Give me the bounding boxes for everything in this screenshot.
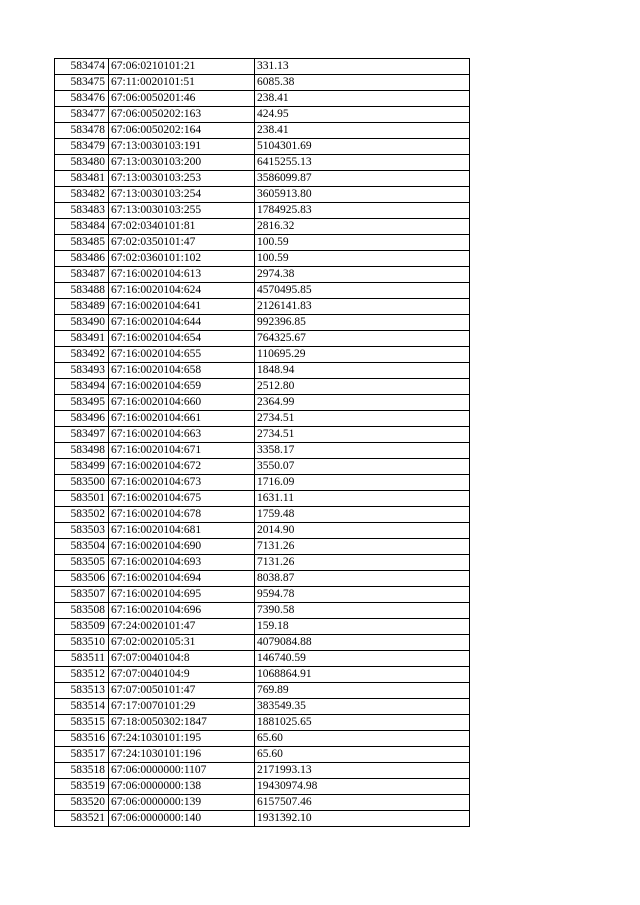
cadastral-number-cell: 67:16:0020104:660 (109, 395, 255, 411)
row-number-cell: 583501 (55, 491, 109, 507)
table-row (55, 59, 470, 75)
value-cell: 3358.17 (255, 443, 470, 459)
value-cell: 7390.58 (255, 603, 470, 619)
value-cell: 3586099.87 (255, 171, 470, 187)
row-number-cell: 583494 (55, 379, 109, 395)
value-cell: 6085.38 (255, 75, 470, 91)
value-cell: 6157507.46 (255, 795, 470, 811)
row-number-cell: 583507 (55, 587, 109, 603)
table-row (55, 635, 470, 651)
row-number-cell: 583504 (55, 539, 109, 555)
value-cell: 2512.80 (255, 379, 470, 395)
table-row (55, 571, 470, 587)
value-cell: 100.59 (255, 251, 470, 267)
value-cell: 110695.29 (255, 347, 470, 363)
table-row (55, 427, 470, 443)
table-row (55, 779, 470, 795)
table-row (55, 235, 470, 251)
cadastral-number-cell: 67:07:0040104:9 (109, 667, 255, 683)
value-cell: 1716.09 (255, 475, 470, 491)
table-row (55, 651, 470, 667)
table-row (55, 139, 470, 155)
value-cell: 1931392.10 (255, 811, 470, 827)
cadastral-value-table (54, 58, 470, 827)
cadastral-number-cell: 67:16:0020104:690 (109, 539, 255, 555)
value-cell: 7131.26 (255, 555, 470, 571)
row-number-cell: 583505 (55, 555, 109, 571)
table-row (55, 459, 470, 475)
cadastral-number-cell: 67:16:0020104:659 (109, 379, 255, 395)
value-cell: 1784925.83 (255, 203, 470, 219)
table-row (55, 715, 470, 731)
table-row (55, 283, 470, 299)
cadastral-number-cell: 67:16:0020104:654 (109, 331, 255, 347)
value-cell: 2014.90 (255, 523, 470, 539)
row-number-cell: 583498 (55, 443, 109, 459)
table-row (55, 491, 470, 507)
row-number-cell: 583489 (55, 299, 109, 315)
table-row (55, 443, 470, 459)
cadastral-number-cell: 67:16:0020104:695 (109, 587, 255, 603)
value-cell: 19430974.98 (255, 779, 470, 795)
row-number-cell: 583490 (55, 315, 109, 331)
cadastral-number-cell: 67:06:0000000:139 (109, 795, 255, 811)
row-number-cell: 583480 (55, 155, 109, 171)
value-cell: 238.41 (255, 91, 470, 107)
cadastral-number-cell: 67:16:0020104:694 (109, 571, 255, 587)
row-number-cell: 583487 (55, 267, 109, 283)
row-number-cell: 583499 (55, 459, 109, 475)
table-row (55, 699, 470, 715)
value-cell: 9594.78 (255, 587, 470, 603)
row-number-cell: 583485 (55, 235, 109, 251)
row-number-cell: 583511 (55, 651, 109, 667)
cadastral-number-cell: 67:18:0050302:1847 (109, 715, 255, 731)
row-number-cell: 583516 (55, 731, 109, 747)
value-cell: 100.59 (255, 235, 470, 251)
value-cell: 2126141.83 (255, 299, 470, 315)
cadastral-number-cell: 67:16:0020104:678 (109, 507, 255, 523)
row-number-cell: 583510 (55, 635, 109, 651)
value-cell: 2364.99 (255, 395, 470, 411)
cadastral-number-cell: 67:16:0020104:613 (109, 267, 255, 283)
table-row (55, 203, 470, 219)
table-row (55, 667, 470, 683)
value-cell: 1759.48 (255, 507, 470, 523)
table-row (55, 603, 470, 619)
table-row (55, 219, 470, 235)
row-number-cell: 583474 (55, 59, 109, 75)
cadastral-number-cell: 67:11:0020101:51 (109, 75, 255, 91)
row-number-cell: 583506 (55, 571, 109, 587)
table-row (55, 171, 470, 187)
cadastral-number-cell: 67:16:0020104:658 (109, 363, 255, 379)
row-number-cell: 583515 (55, 715, 109, 731)
cadastral-number-cell: 67:07:0050101:47 (109, 683, 255, 699)
table-row (55, 811, 470, 827)
value-cell: 3605913.80 (255, 187, 470, 203)
table-row (55, 299, 470, 315)
row-number-cell: 583509 (55, 619, 109, 635)
row-number-cell: 583482 (55, 187, 109, 203)
cadastral-number-cell: 67:16:0020104:641 (109, 299, 255, 315)
table-row (55, 795, 470, 811)
table-row (55, 155, 470, 171)
row-number-cell: 583495 (55, 395, 109, 411)
row-number-cell: 583520 (55, 795, 109, 811)
value-cell: 159.18 (255, 619, 470, 635)
cadastral-number-cell: 67:24:1030101:196 (109, 747, 255, 763)
table-row (55, 347, 470, 363)
value-cell: 383549.35 (255, 699, 470, 715)
cadastral-number-cell: 67:24:1030101:195 (109, 731, 255, 747)
table-row (55, 747, 470, 763)
value-cell: 146740.59 (255, 651, 470, 667)
table-row (55, 411, 470, 427)
row-number-cell: 583500 (55, 475, 109, 491)
table-row (55, 75, 470, 91)
row-number-cell: 583497 (55, 427, 109, 443)
cadastral-number-cell: 67:06:0050202:164 (109, 123, 255, 139)
cadastral-number-cell: 67:06:0000000:140 (109, 811, 255, 827)
cadastral-number-cell: 67:13:0030103:200 (109, 155, 255, 171)
value-cell: 3550.07 (255, 459, 470, 475)
row-number-cell: 583503 (55, 523, 109, 539)
cadastral-number-cell: 67:06:0210101:21 (109, 59, 255, 75)
row-number-cell: 583488 (55, 283, 109, 299)
value-cell: 7131.26 (255, 539, 470, 555)
table-row (55, 91, 470, 107)
cadastral-number-cell: 67:13:0030103:191 (109, 139, 255, 155)
row-number-cell: 583502 (55, 507, 109, 523)
value-cell: 1068864.91 (255, 667, 470, 683)
value-cell: 238.41 (255, 123, 470, 139)
table-row (55, 731, 470, 747)
table-row (55, 683, 470, 699)
row-number-cell: 583519 (55, 779, 109, 795)
cadastral-number-cell: 67:02:0020105:31 (109, 635, 255, 651)
value-cell: 1631.11 (255, 491, 470, 507)
row-number-cell: 583513 (55, 683, 109, 699)
value-cell: 769.89 (255, 683, 470, 699)
table-row (55, 539, 470, 555)
table-row (55, 395, 470, 411)
cadastral-number-cell: 67:16:0020104:675 (109, 491, 255, 507)
table-row (55, 523, 470, 539)
table-row (55, 379, 470, 395)
value-cell: 2816.32 (255, 219, 470, 235)
row-number-cell: 583476 (55, 91, 109, 107)
cadastral-number-cell: 67:17:0070101:29 (109, 699, 255, 715)
value-cell: 764325.67 (255, 331, 470, 347)
value-cell: 424.95 (255, 107, 470, 123)
table-row (55, 187, 470, 203)
cadastral-number-cell: 67:24:0020101:47 (109, 619, 255, 635)
value-cell: 1881025.65 (255, 715, 470, 731)
row-number-cell: 583508 (55, 603, 109, 619)
row-number-cell: 583514 (55, 699, 109, 715)
value-cell: 5104301.69 (255, 139, 470, 155)
row-number-cell: 583521 (55, 811, 109, 827)
cadastral-number-cell: 67:16:0020104:693 (109, 555, 255, 571)
cadastral-number-cell: 67:07:0040104:8 (109, 651, 255, 667)
value-cell: 6415255.13 (255, 155, 470, 171)
value-cell: 65.60 (255, 731, 470, 747)
table-row (55, 315, 470, 331)
table-row (55, 267, 470, 283)
cadastral-number-cell: 67:16:0020104:673 (109, 475, 255, 491)
value-cell: 992396.85 (255, 315, 470, 331)
table-row (55, 555, 470, 571)
cadastral-number-cell: 67:06:0000000:1107 (109, 763, 255, 779)
row-number-cell: 583478 (55, 123, 109, 139)
cadastral-number-cell: 67:16:0020104:663 (109, 427, 255, 443)
cadastral-number-cell: 67:16:0020104:644 (109, 315, 255, 331)
cadastral-number-cell: 67:06:0050201:46 (109, 91, 255, 107)
cadastral-number-cell: 67:02:0350101:47 (109, 235, 255, 251)
table-row (55, 251, 470, 267)
cadastral-number-cell: 67:16:0020104:661 (109, 411, 255, 427)
cadastral-number-cell: 67:02:0340101:81 (109, 219, 255, 235)
cadastral-number-cell: 67:16:0020104:696 (109, 603, 255, 619)
row-number-cell: 583512 (55, 667, 109, 683)
row-number-cell: 583484 (55, 219, 109, 235)
value-cell: 4570495.85 (255, 283, 470, 299)
cadastral-number-cell: 67:02:0360101:102 (109, 251, 255, 267)
row-number-cell: 583475 (55, 75, 109, 91)
cadastral-number-cell: 67:16:0020104:681 (109, 523, 255, 539)
table-row (55, 107, 470, 123)
row-number-cell: 583491 (55, 331, 109, 347)
value-cell: 2974.38 (255, 267, 470, 283)
row-number-cell: 583483 (55, 203, 109, 219)
cadastral-number-cell: 67:16:0020104:624 (109, 283, 255, 299)
cadastral-number-cell: 67:13:0030103:253 (109, 171, 255, 187)
value-cell: 1848.94 (255, 363, 470, 379)
cadastral-number-cell: 67:16:0020104:672 (109, 459, 255, 475)
table-row (55, 587, 470, 603)
table-row (55, 363, 470, 379)
row-number-cell: 583496 (55, 411, 109, 427)
cadastral-number-cell: 67:16:0020104:655 (109, 347, 255, 363)
row-number-cell: 583479 (55, 139, 109, 155)
table-row (55, 475, 470, 491)
row-number-cell: 583486 (55, 251, 109, 267)
value-cell: 331.13 (255, 59, 470, 75)
table-row (55, 763, 470, 779)
table-row (55, 331, 470, 347)
table-row (55, 123, 470, 139)
row-number-cell: 583481 (55, 171, 109, 187)
table-row (55, 507, 470, 523)
value-cell: 65.60 (255, 747, 470, 763)
value-cell: 2734.51 (255, 411, 470, 427)
row-number-cell: 583517 (55, 747, 109, 763)
table-row (55, 619, 470, 635)
value-cell: 2734.51 (255, 427, 470, 443)
cadastral-number-cell: 67:06:0050202:163 (109, 107, 255, 123)
row-number-cell: 583477 (55, 107, 109, 123)
cadastral-number-cell: 67:06:0000000:138 (109, 779, 255, 795)
row-number-cell: 583492 (55, 347, 109, 363)
row-number-cell: 583493 (55, 363, 109, 379)
value-cell: 4079084.88 (255, 635, 470, 651)
row-number-cell: 583518 (55, 763, 109, 779)
value-cell: 2171993.13 (255, 763, 470, 779)
cadastral-number-cell: 67:13:0030103:254 (109, 187, 255, 203)
table-body (55, 59, 470, 827)
cadastral-number-cell: 67:16:0020104:671 (109, 443, 255, 459)
value-cell: 8038.87 (255, 571, 470, 587)
cadastral-number-cell: 67:13:0030103:255 (109, 203, 255, 219)
